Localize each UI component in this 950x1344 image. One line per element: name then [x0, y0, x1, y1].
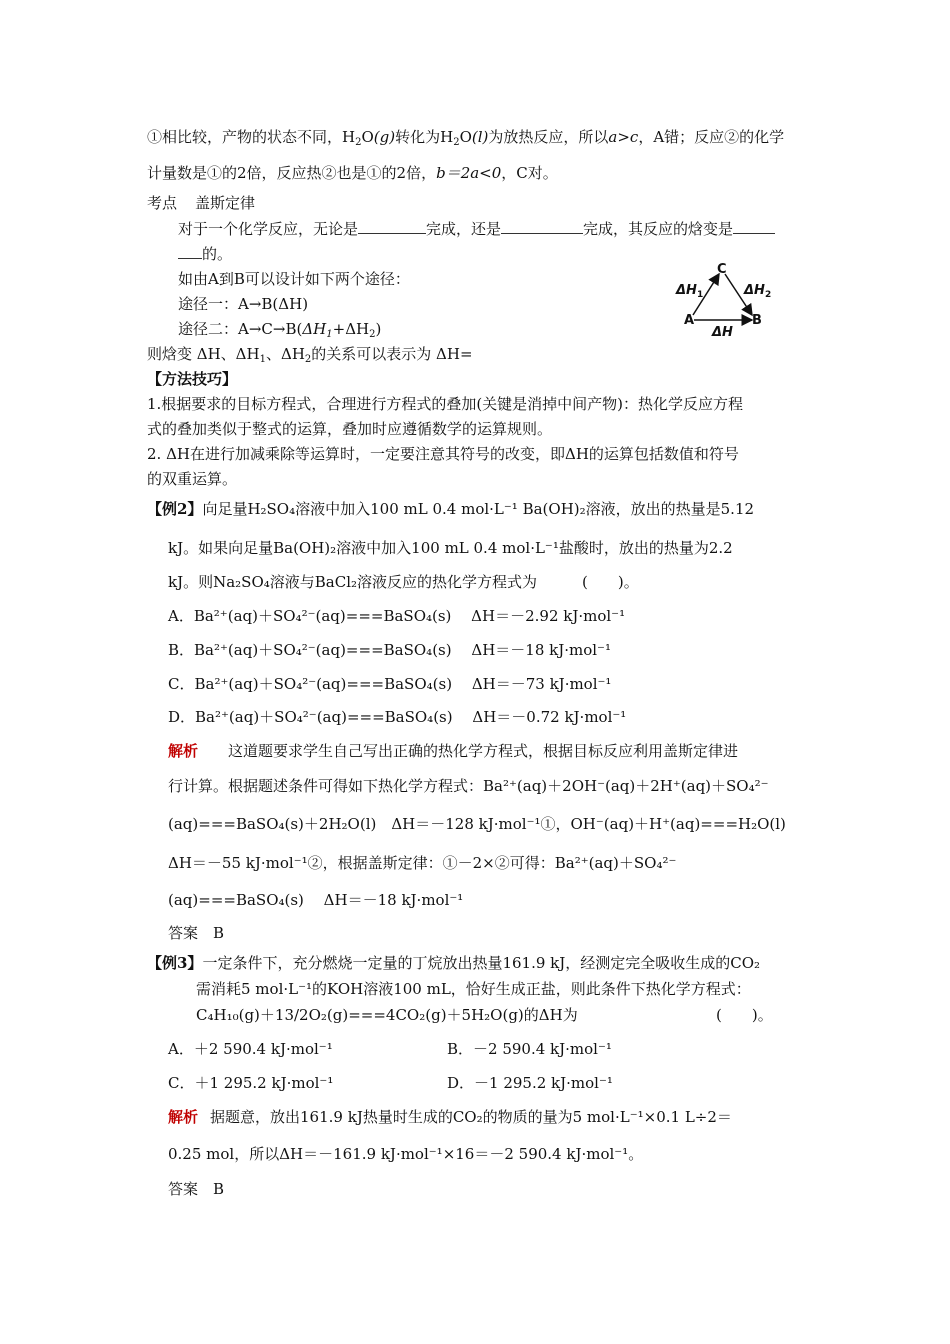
p1-text-c: 转化为H — [395, 128, 454, 146]
gaisi-def-line1 — [178, 218, 775, 240]
p1-text-a: ①相比较，产物的状态不同，H — [147, 128, 356, 146]
route2-d: ) — [375, 320, 382, 338]
node-c: C — [717, 262, 727, 277]
ex2-tag: 【例2】 — [147, 500, 203, 518]
gaisi-def-a: 对于一个化学反应，无论是 — [178, 220, 359, 238]
p1-line2 — [147, 162, 558, 184]
node-b: B — [752, 313, 762, 328]
gaisi-route2: 途径二：$A\to C\to B(\Delta H_1+\Delta H_2)$ — [178, 320, 382, 340]
ex3-analysis-label: 解析 — [168, 1108, 199, 1126]
p1-text-d: O — [459, 128, 472, 146]
gaisi-relation: 则焓变 ΔH、$\Delta H_1$、$\Delta H_2$的关系可以表示为 ΔH= — [147, 345, 473, 365]
ex2-analysis-3: (aq)===BaSO₄(s)＋2H₂O(l) ΔH＝－128 kJ·mol⁻¹①，OH⁻(aq)＋H⁺(aq)===H₂O(l) — [168, 815, 786, 833]
ex2-option-d: D．Ba²⁺(aq)＋SO₄²⁻(aq)===BaSO₄(s) ΔH＝－0.72 kJ·mol⁻¹ — [168, 708, 627, 726]
method-2b: 的双重运算。 — [147, 470, 238, 488]
gaisi-def-b: 完成，还是 — [426, 220, 502, 238]
blank-4 — [178, 244, 202, 259]
ex3-q2: 需消耗5 mol·L⁻¹的KOH溶液100 mL，恰好生成正盐，则此条件下热化学方程式： — [196, 980, 751, 998]
ex2-q1-text: 向足量H₂SO₄溶液中加入100 mL 0.4 mol·L⁻¹ Ba(OH)₂溶液，放出的热量是5.12 — [202, 500, 755, 518]
ex2-analysis-1 — [168, 740, 738, 762]
route2-b: ΔH — [302, 320, 327, 338]
ex2-a1: 这道题要求学生自己写出正确的热化学方程式，根据目标反应利用盖斯定律进 — [228, 742, 739, 760]
p1-agtc: a>c — [608, 128, 639, 146]
gaisi-def-c: 完成，其反应的焓变是 — [583, 220, 734, 238]
ex3-analysis-2: 0.25 mol，所以ΔH＝－161.9 kJ·mol⁻¹×16＝－2 590.4 kJ·mol⁻¹。 — [168, 1145, 644, 1163]
blank-3 — [733, 219, 775, 234]
route2-a: 途径二：A→C→B( — [178, 320, 303, 338]
gaisi-def-d: 的。 — [202, 245, 233, 263]
blank-1 — [358, 219, 426, 234]
ex3-tag: 【例3】 — [147, 954, 203, 972]
gaisi-def-line2 — [178, 243, 232, 265]
ex2-option-a: A．Ba²⁺(aq)＋SO₄²⁻(aq)===BaSO₄(s) ΔH＝－2.92 kJ·mol⁻¹ — [168, 607, 626, 625]
gaisi-route1: 途径一：A→B(ΔH) — [178, 295, 309, 313]
ex3-option-c: C．＋1 295.2 kJ·mol⁻¹ — [168, 1074, 334, 1092]
p1-line2-a: 计量数是①的2倍，反应热②也是①的2倍， — [147, 164, 437, 182]
ex3-analysis-1 — [168, 1106, 732, 1128]
ex2-answer: 答案 B — [168, 924, 225, 942]
label-dh2: $\Delta H_2$ — [744, 283, 772, 300]
label-dh1: $\Delta H_1$ — [676, 283, 704, 300]
ex3-answer: 答案 B — [168, 1180, 225, 1198]
p1-text-b: O — [361, 128, 374, 146]
ex3-option-b: B．－2 590.4 kJ·mol⁻¹ — [447, 1040, 612, 1058]
ex2-analysis-4: ΔH＝－55 kJ·mol⁻¹②，根据盖斯定律：①－2×②可得：Ba²⁺(aq)＋SO₄²⁻ — [168, 854, 677, 872]
ex2-option-c: C．Ba²⁺(aq)＋SO₄²⁻(aq)===BaSO₄(s) ΔH＝－73 kJ·mol⁻¹ — [168, 675, 612, 693]
p1-text-e: 为放热反应，所以 — [488, 128, 609, 146]
ex2-q2: kJ。如果向足量Ba(OH)₂溶液中加入100 mL 0.4 mol·L⁻¹盐酸时，放出的热量为2.2 — [168, 539, 733, 557]
gaisi-route-intro: 如由A到B可以设计如下两个途径： — [178, 270, 410, 288]
p1-line1: ①相比较，产物的状态不同，$H_2O(g)$转化为$H_2O(l)$为放热反应，所以a>c，A错；反应②的化学 — [147, 128, 785, 148]
p1-l: (l) — [471, 128, 489, 146]
p1-line2-c: ，C对。 — [501, 164, 558, 182]
method-1b: 式的叠加类似于整式的运算，叠加时应遵循数学的运算规则。 — [147, 420, 553, 438]
ex2-option-b: B．Ba²⁺(aq)＋SO₄²⁻(aq)===BaSO₄(s) ΔH＝－18 kJ·mol⁻¹ — [168, 641, 611, 659]
p1-text-f: ，A错；反应②的化学 — [638, 128, 785, 146]
ex3-q3: C₄H₁₀(g)＋13/2O₂(g)===4CO₂(g)＋5H₂O(g)的ΔH为 — [196, 1006, 578, 1024]
ex2-analysis-5: (aq)===BaSO₄(s) ΔH＝－18 kJ·mol⁻¹ — [168, 891, 464, 909]
method-heading: 【方法技巧】 — [147, 370, 238, 388]
kaodian-title: 盖斯定律 — [195, 194, 256, 212]
route2-c: +ΔH — [332, 320, 370, 338]
ex2-analysis-2: 行计算。根据题述条件可得如下热化学方程式：Ba²⁺(aq)＋2OH⁻(aq)＋2H⁺(aq)＋SO₄²⁻ — [168, 777, 769, 795]
blank-2 — [501, 219, 583, 234]
p1-line2-b: b＝2a<0 — [436, 164, 502, 182]
ex2-analysis-label: 解析 — [168, 742, 199, 760]
ex3-q3-paren: ( )。 — [716, 1006, 773, 1024]
method-1a: 1.根据要求的目标方程式，合理进行方程式的叠加(关键是消掉中间产物)：热化学反应方程 — [147, 395, 744, 413]
node-a: A — [684, 313, 695, 328]
hess-triangle-diagram — [672, 262, 782, 338]
ex3-option-a: A．＋2 590.4 kJ·mol⁻¹ — [168, 1040, 333, 1058]
method-2a: 2. ΔH在进行加减乘除等运算时，一定要注意其符号的改变，即ΔH的运算包括数值和符号 — [147, 445, 739, 463]
p1-g: (g) — [373, 128, 396, 146]
ex2-q3: kJ。则Na₂SO₄溶液与BaCl₂溶液反应的热化学方程式为 ( )。 — [168, 573, 639, 591]
ex3-a1: 据题意，放出161.9 kJ热量时生成的CO₂的物质的量为5 mol·L⁻¹×0.1 L÷2＝ — [210, 1108, 732, 1126]
label-dh: ΔH — [712, 325, 733, 338]
kaodian-line — [147, 192, 255, 214]
ex3-q1 — [147, 952, 760, 974]
ex3-option-d: D．－1 295.2 kJ·mol⁻¹ — [447, 1074, 613, 1092]
kaodian-label: 考点 — [147, 194, 178, 212]
ex3-q1-text: 一定条件下，充分燃烧一定量的丁烷放出热量161.9 kJ，经测定完全吸收生成的CO₂ — [202, 954, 761, 972]
ex2-q1 — [147, 498, 754, 520]
